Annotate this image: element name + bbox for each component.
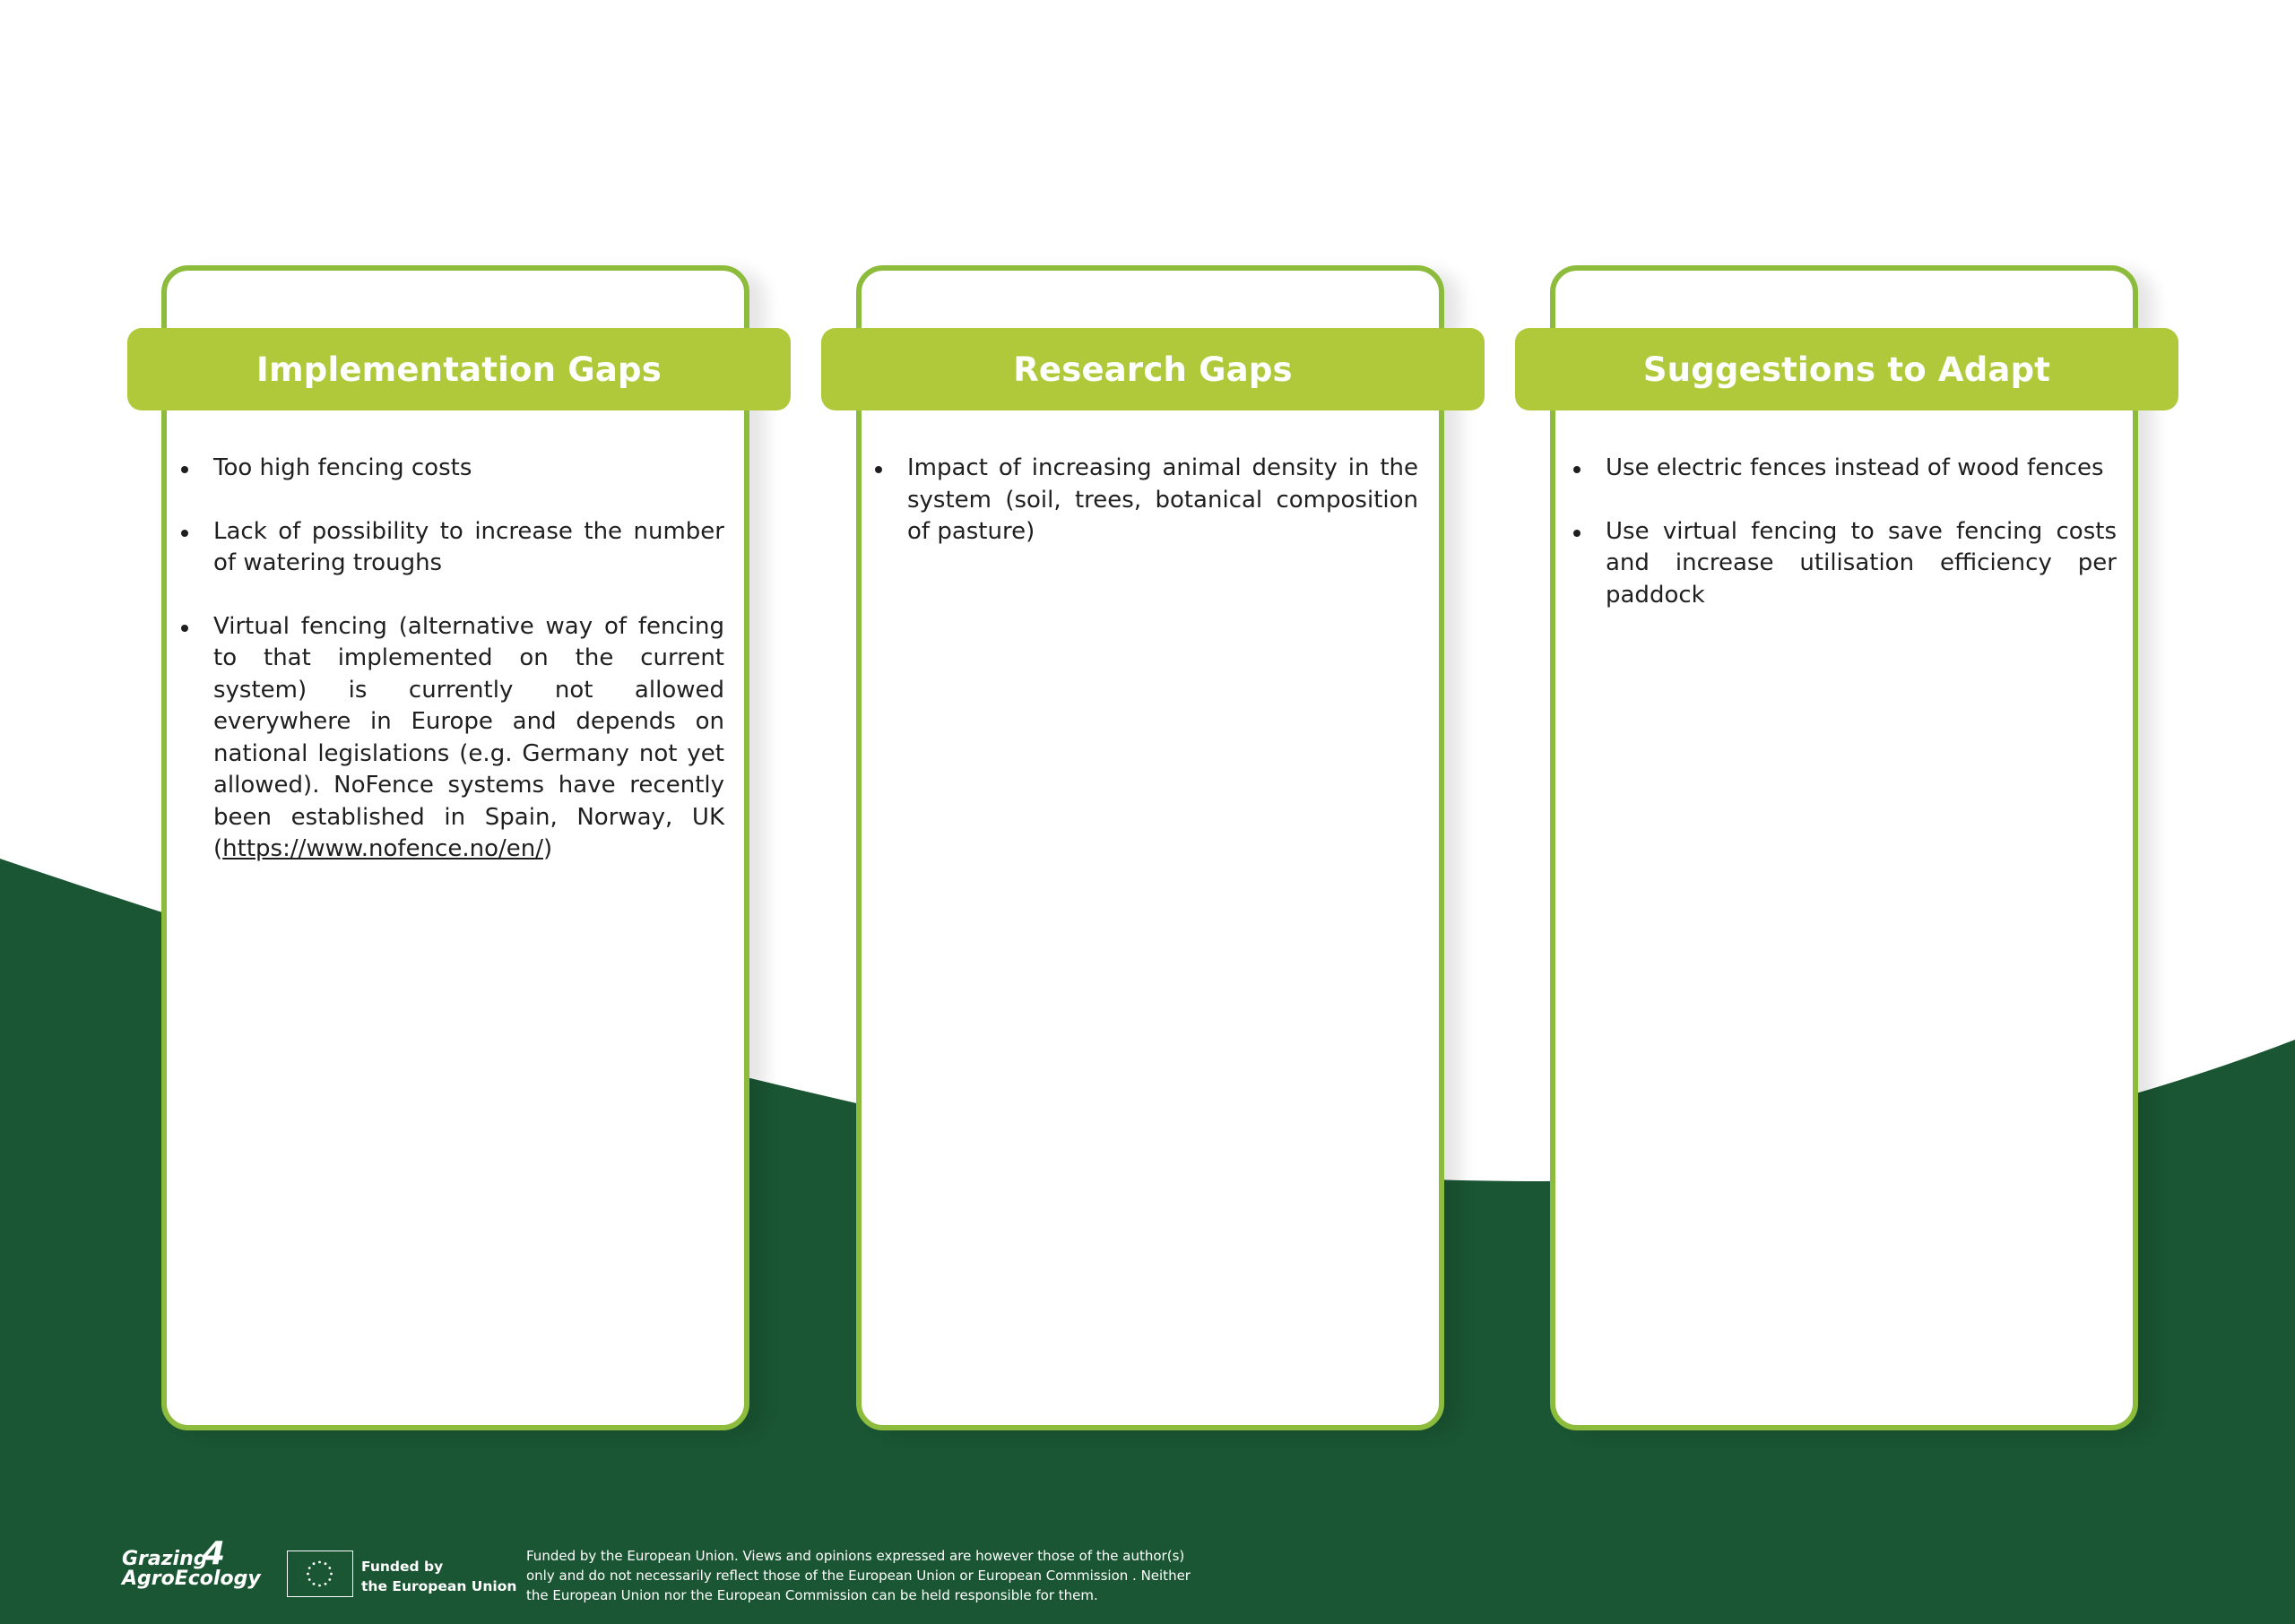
list-item: Lack of possibility to increase the number of watering troughs <box>176 516 724 580</box>
card-research-gaps <box>856 265 1444 1430</box>
list-item: Impact of increasing animal density in the system (soil, trees, botanical composition of pasture) <box>870 453 1418 549</box>
card-title-suggestions-to-adapt: Suggestions to Adapt <box>1515 328 2178 410</box>
funded-by-eu-label <box>361 1557 516 1596</box>
eu-flag-icon <box>287 1551 353 1597</box>
funded-line-1: Funded by <box>361 1559 444 1575</box>
nofence-link[interactable]: https://www.nofence.no/en/ <box>222 835 543 862</box>
footer <box>0 1535 2295 1609</box>
funded-line-2: the European Union <box>361 1578 517 1594</box>
disclaimer-line-2: only and do not necessarily reflect those of the European Union or European Commission . Neither <box>526 1568 1191 1584</box>
suggestions-list <box>1568 453 2117 643</box>
logo-number: 4 <box>203 1535 226 1572</box>
research-gaps-list <box>870 453 1418 580</box>
list-item <box>176 611 724 866</box>
disclaimer <box>526 1546 1243 1605</box>
grazing-agroecology-logo <box>122 1535 261 1590</box>
card-title-implementation-gaps: Implementation Gaps <box>127 328 791 410</box>
disclaimer-line-3: the European Union nor the European Commission can be held responsible for them. <box>526 1587 1098 1603</box>
card-title-research-gaps: Research Gaps <box>821 328 1485 410</box>
logo-line-1: Grazing <box>122 1548 208 1570</box>
list-item: Use electric fences instead of wood fences <box>1568 453 2117 485</box>
list-item: Too high fencing costs <box>176 453 724 485</box>
logo-line-2: AgroEcology <box>122 1568 261 1590</box>
card-suggestions-to-adapt <box>1550 265 2138 1430</box>
disclaimer-line-1: Funded by the European Union. Views and opinions expressed are however those of the author(s) <box>526 1548 1185 1564</box>
implementation-gaps-list <box>176 453 724 897</box>
list-item: Use virtual fencing to save fencing costs and increase utilisation efficiency per paddock <box>1568 516 2117 612</box>
list-item-text: ) <box>542 835 553 862</box>
list-item-text: Virtual fencing (alternative way of fencing to that implemented on the current system) is currently not allowed everywhere in Europe and depends on national legislations (e.g. Germany not yet allowed). NoFence systems have recently been established in Spain, Norway, UK ( <box>213 612 724 862</box>
